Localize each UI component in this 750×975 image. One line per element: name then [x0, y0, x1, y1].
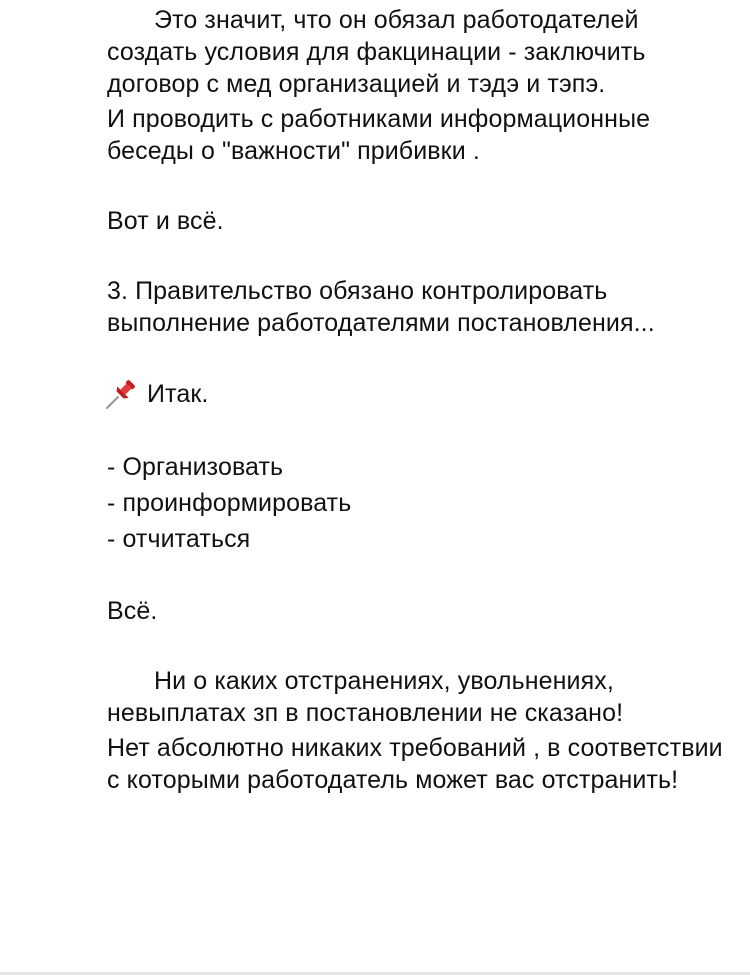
list-item: - отчитаться: [107, 525, 251, 553]
spacer: [107, 237, 727, 275]
list-item: - проинформировать: [107, 489, 352, 517]
spacer: [107, 339, 727, 377]
paragraph-government: 3. Правительство обязано контролировать выполнение работодателями постановления...: [107, 277, 655, 337]
paragraph-no-requirements: Нет абсолютно никаких требований , в соответствии с которыми работодатель может вас отстранить!: [107, 734, 723, 794]
paragraph-that-is-all: Вот и всё.: [107, 207, 224, 235]
summary-heading: [103, 377, 727, 411]
paragraph-no-suspension: Ни о каких отстранениях, увольнениях, невыплатах зп в постановлении не сказано!: [107, 667, 624, 727]
spacer: [107, 627, 727, 665]
spacer: [107, 411, 727, 449]
paragraph-conversations: И проводить с работниками информационные беседы о "важности" прибивки .: [107, 105, 651, 165]
paragraph-all: Всё.: [107, 597, 158, 625]
pushpin-icon: [103, 377, 139, 411]
paragraph-obligation: Это значит, что он обязал работодателей создать условия для факцинации - заключить договор с мед организацией и тэдэ и тэпэ.: [107, 6, 646, 98]
list-item: - Организовать: [107, 453, 284, 481]
spacer: [107, 167, 727, 205]
message-body: [107, 4, 727, 796]
spacer: [107, 557, 727, 595]
summary-heading-text: Итак.: [147, 380, 209, 408]
